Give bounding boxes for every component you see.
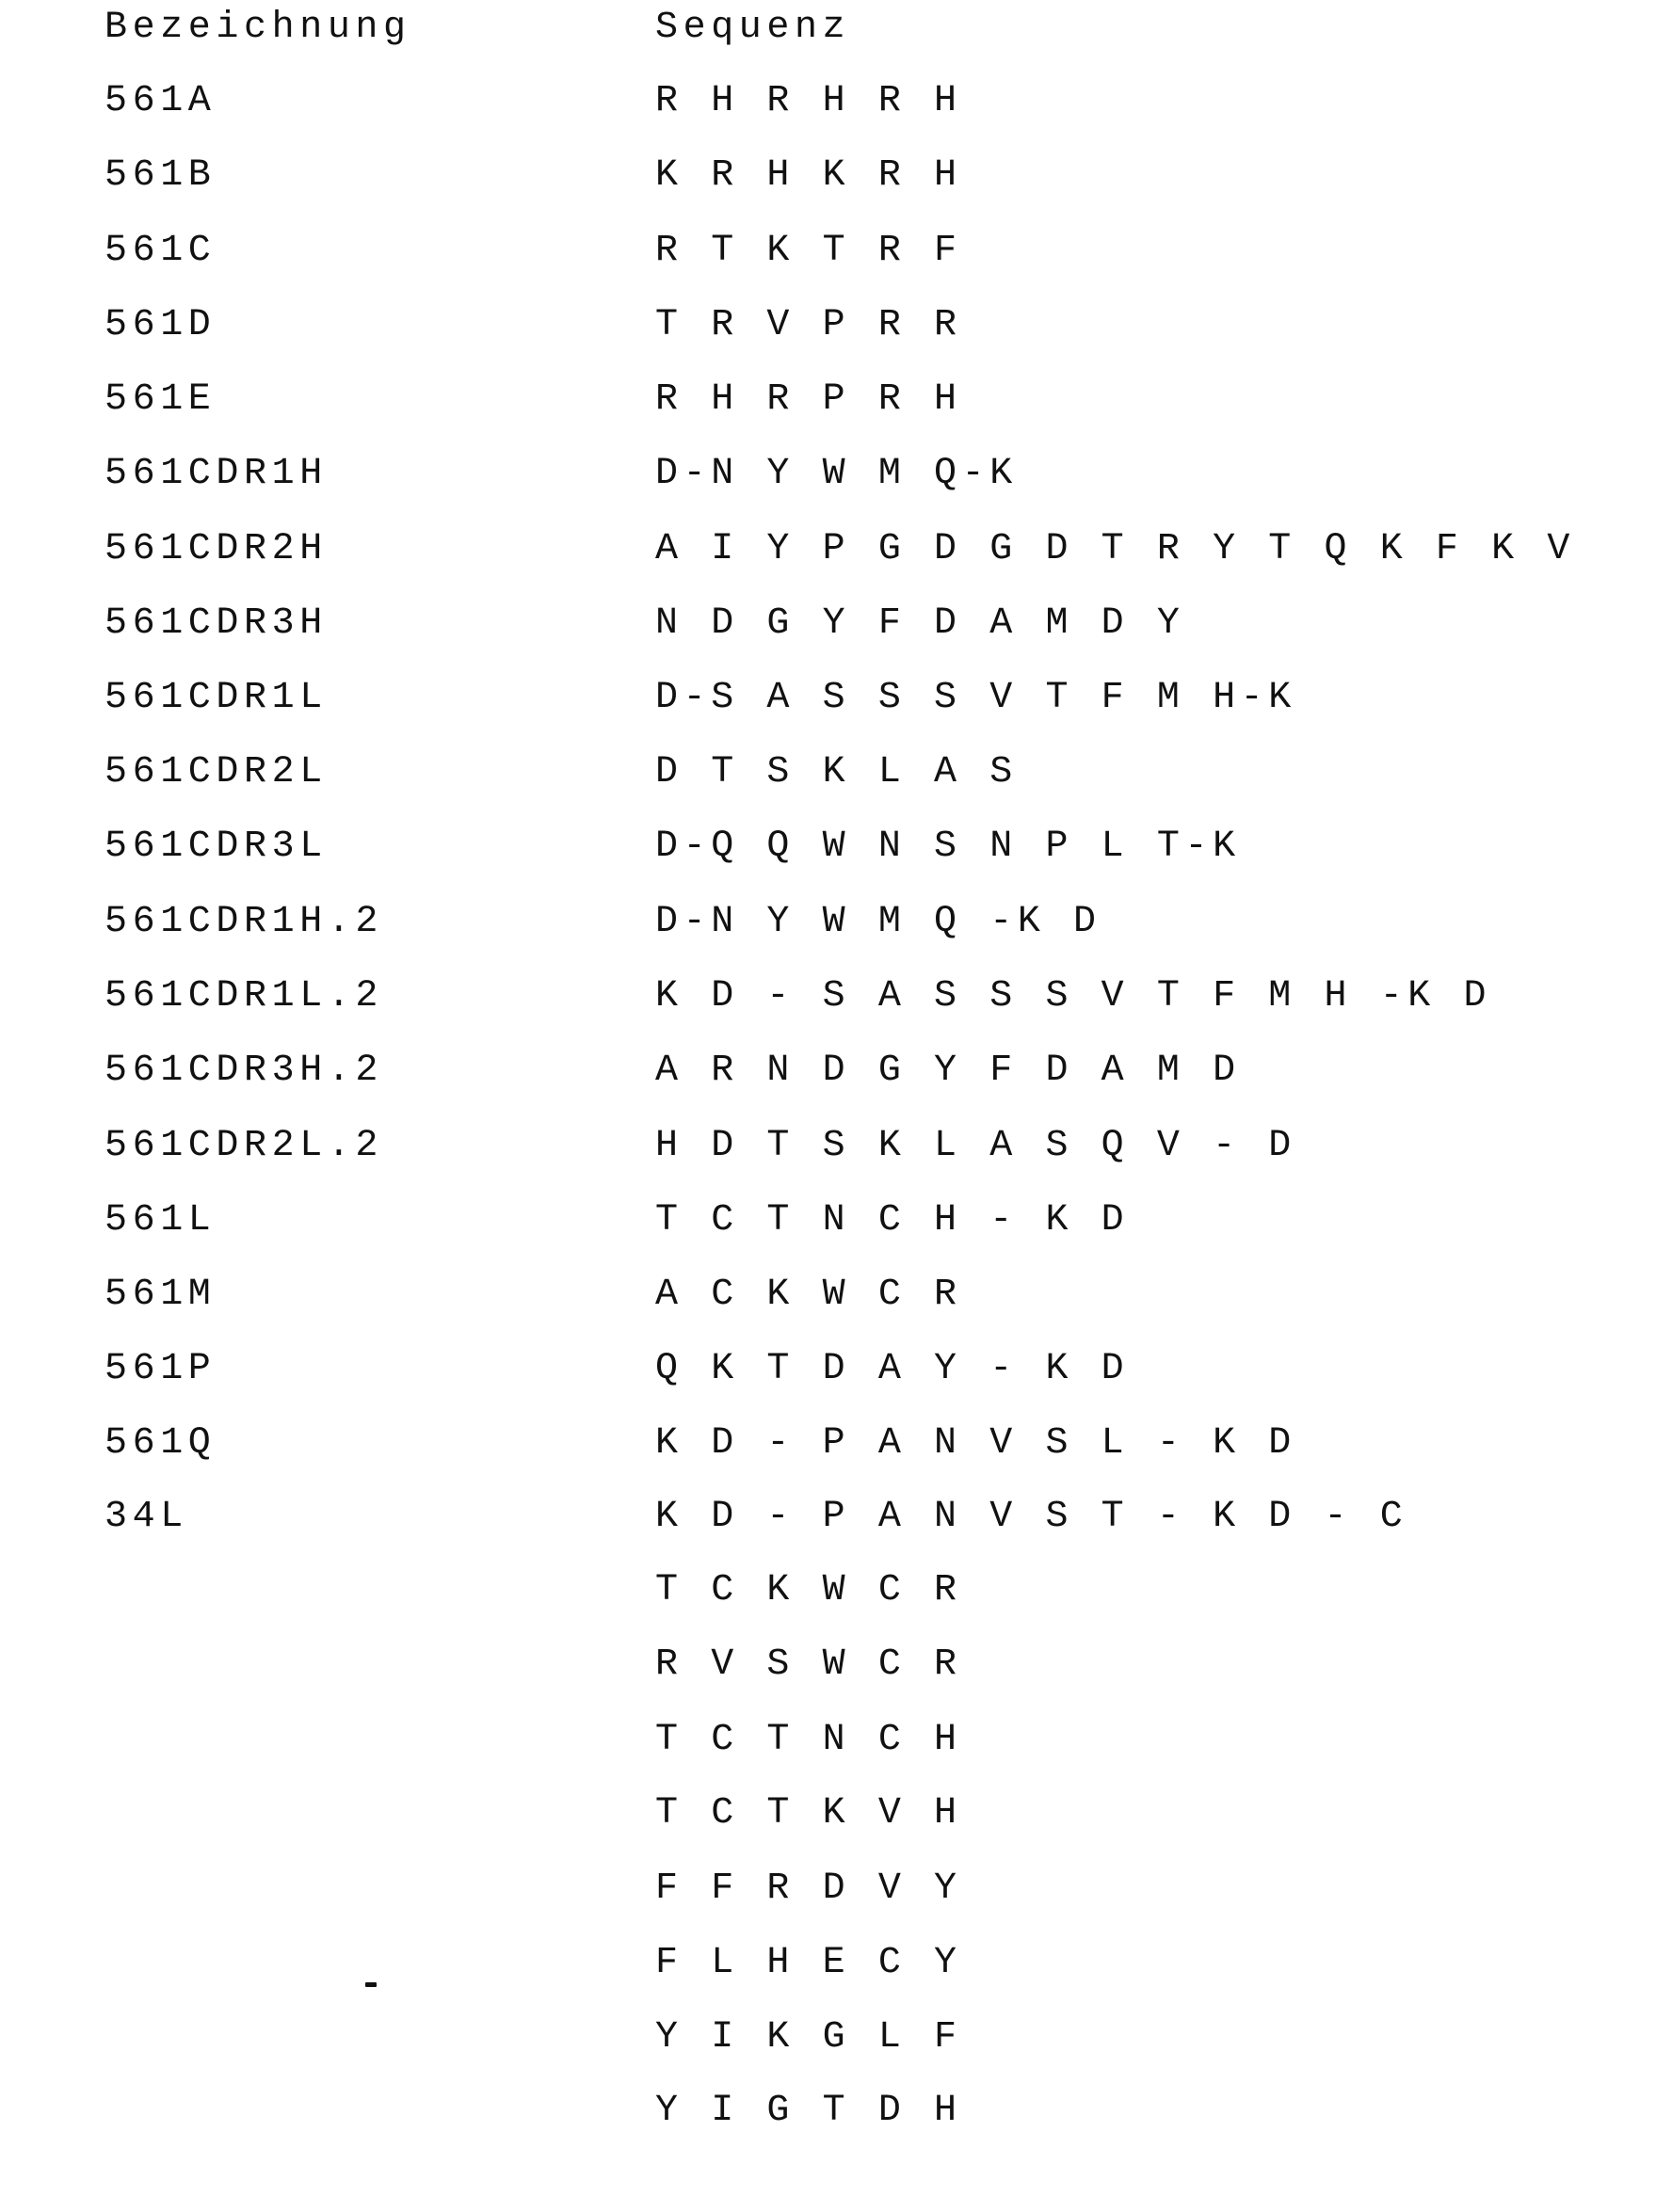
row-name: 561P	[104, 1348, 217, 1390]
row-sequence: H D T S K L A S Q V - D	[655, 1125, 1296, 1167]
row-sequence: T C T K V H	[655, 1792, 962, 1835]
row-sequence: Q K T D A Y - K D	[655, 1348, 1130, 1390]
row-sequence: R H R H R H	[655, 80, 962, 122]
row-sequence: R H R P R H	[655, 378, 962, 421]
row-sequence: D-N Y W M Q-K	[655, 453, 1018, 495]
row-sequence: Y I G T D H	[655, 2090, 962, 2132]
row-sequence: Y I K G L F	[655, 2016, 962, 2059]
row-name: 561A	[104, 80, 217, 122]
row-sequence: N D G Y F D A M D Y	[655, 602, 1185, 645]
row-sequence: D-S A S S S V T F M H-K	[655, 677, 1296, 719]
row-sequence: D-Q Q W N S N P L T-K	[655, 825, 1241, 868]
row-name: 561CDR3H.2	[104, 1050, 384, 1092]
row-name: 561CDR1L.2	[104, 975, 384, 1018]
row-sequence: K D - P A N V S T - K D - C	[655, 1496, 1408, 1538]
row-sequence: T C K W C R	[655, 1569, 962, 1611]
row-sequence: K D - S A S S S V T F M H -K D	[655, 975, 1492, 1018]
row-name: 561CDR1H	[104, 453, 328, 495]
row-sequence: F F R D V Y	[655, 1867, 962, 1910]
row-sequence: T R V P R R	[655, 304, 962, 346]
row-sequence: A C K W C R	[655, 1274, 962, 1316]
row-sequence: D T S K L A S	[655, 751, 1018, 793]
row-name: 561C	[104, 230, 217, 272]
row-sequence: K D - P A N V S L - K D	[655, 1422, 1296, 1465]
row-name: 561CDR1L	[104, 677, 328, 719]
row-name: 561CDR3H	[104, 602, 328, 645]
row-name: 561CDR2L.2	[104, 1125, 384, 1167]
row-name: 34L	[104, 1496, 188, 1538]
row-name: 561CDR1H.2	[104, 901, 384, 943]
row-name: 561M	[104, 1274, 217, 1316]
row-name: 561Q	[104, 1422, 217, 1465]
row-name: 561CDR3L	[104, 825, 328, 868]
header-sequence: Sequenz	[655, 7, 851, 49]
row-sequence: F L H E C Y	[655, 1942, 962, 1984]
row-name: 561E	[104, 378, 217, 421]
row-name: 561D	[104, 304, 217, 346]
scan-artifact-dash	[365, 1982, 377, 1987]
row-sequence: A I Y P G D G D T R Y T Q K F K V	[655, 528, 1575, 570]
row-sequence: T C T N C H - K D	[655, 1199, 1130, 1242]
row-name: 561CDR2H	[104, 528, 328, 570]
row-sequence: D-N Y W M Q -K D	[655, 901, 1101, 943]
row-sequence: R T K T R F	[655, 230, 962, 272]
row-name: 561B	[104, 154, 217, 197]
row-sequence: R V S W C R	[655, 1643, 962, 1686]
row-sequence: A R N D G Y F D A M D	[655, 1050, 1241, 1092]
header-name: Bezeichnung	[104, 7, 411, 49]
row-sequence: K R H K R H	[655, 154, 962, 197]
row-name: 561CDR2L	[104, 751, 328, 793]
row-name: 561L	[104, 1199, 217, 1242]
row-sequence: T C T N C H	[655, 1719, 962, 1761]
